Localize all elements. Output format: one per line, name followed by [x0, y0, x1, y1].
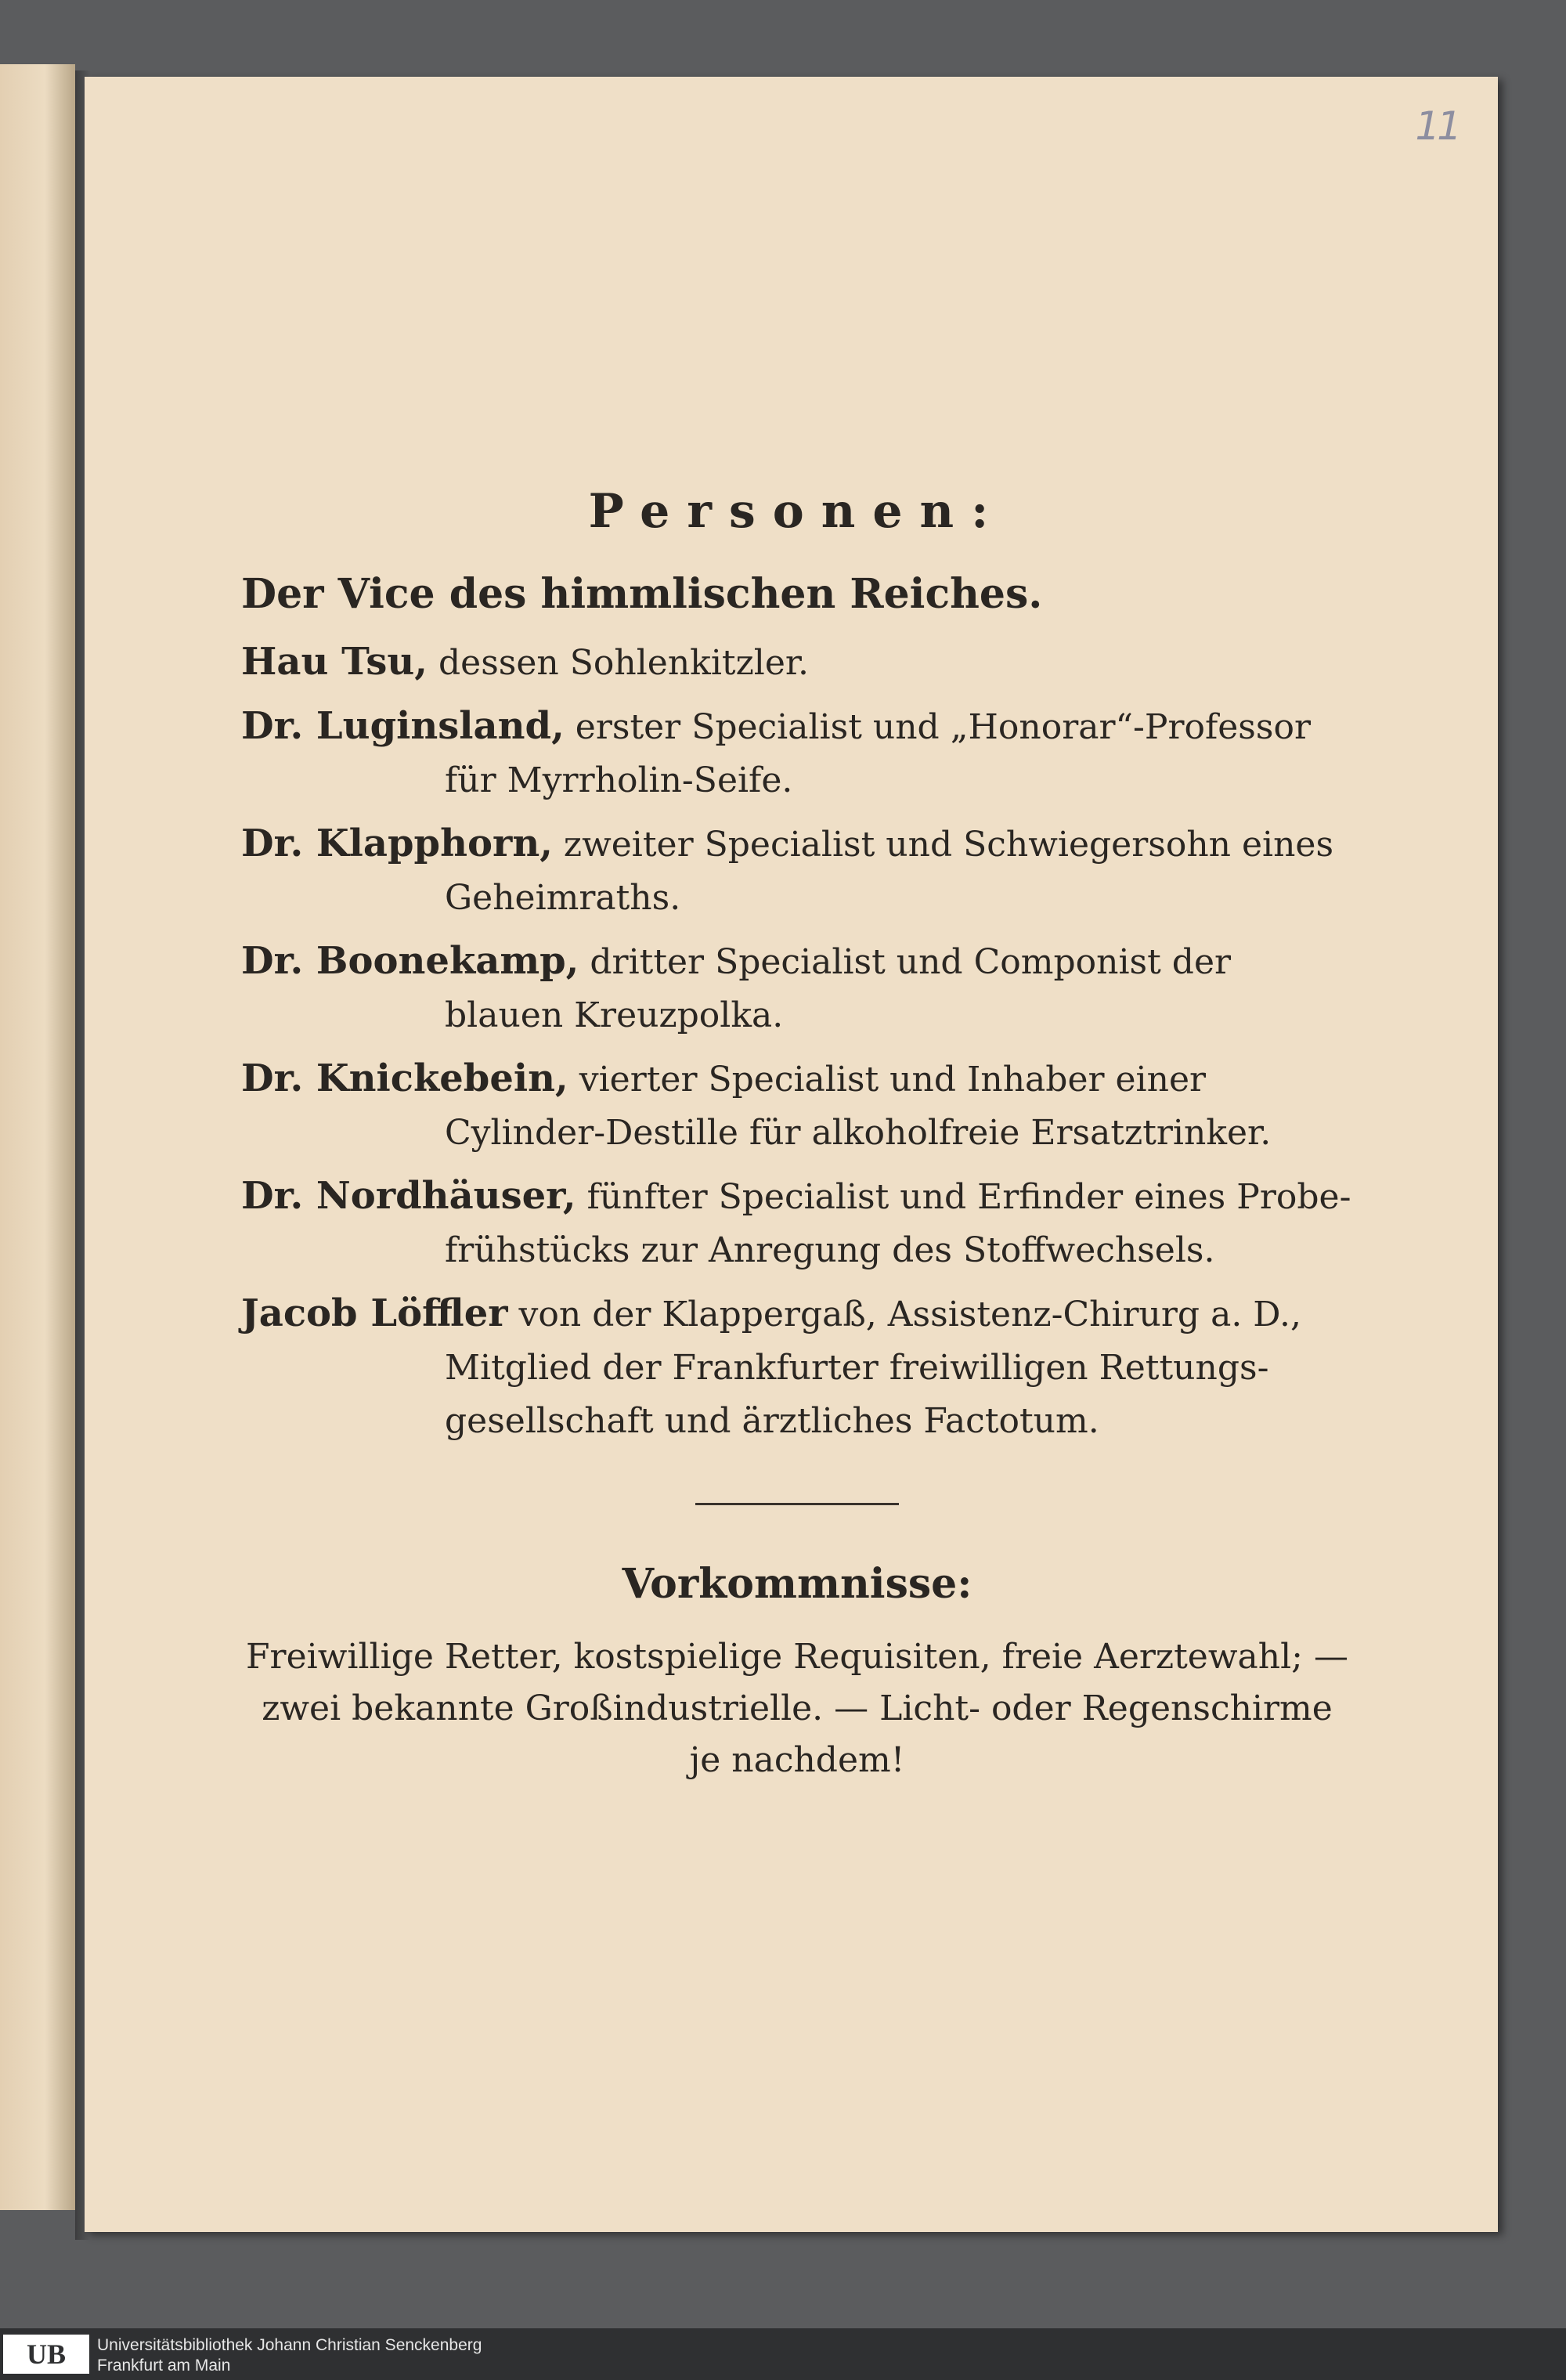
character-name: Hau Tsu, — [241, 640, 428, 684]
character-name: Dr. Luginsland, — [241, 704, 565, 748]
page-folio: 11 — [1415, 103, 1459, 149]
character-description: dessen Sohlenkitzler. — [428, 643, 810, 683]
document-page — [85, 77, 1498, 2232]
character-description: von der Klappergaß, Assistenz-Chirurg a. D., Mitglied der Frankfurter freiwilligen Rettungs-gesellschaft und ärztliches Factotum. — [445, 1295, 1301, 1441]
character-entry — [241, 1287, 1353, 1448]
character-name: Dr. Boonekamp, — [241, 939, 579, 983]
events-text: Freiwillige Retter, kostspielige Requisiten, freie Aerztewahl; — zwei bekannte Großindustrielle. — Licht- oder Regenschirme je nachdem! — [246, 1637, 1348, 1780]
library-footer — [0, 2328, 1566, 2380]
character-name: Dr. Nordhäuser, — [241, 1174, 576, 1218]
lead-character: Der Vice des himmlischen Reiches. — [241, 570, 1043, 618]
character-entry — [241, 1052, 1353, 1160]
character-name: Dr. Knickebein, — [241, 1056, 568, 1100]
character-entry — [241, 635, 1353, 690]
character-description: zweiter Specialist und Schwiegersohn eines Geheimraths. — [445, 825, 1334, 918]
library-name: Universitätsbibliothek Johann Christian Senckenberg — [97, 2336, 482, 2354]
character-name: Jacob Löffler — [241, 1291, 508, 1335]
character-description: dritter Specialist und Componist der blauen Kreuzpolka. — [445, 942, 1232, 1035]
page-title: Personen: — [588, 484, 1006, 539]
character-description: erster Specialist und „Honorar“-Professor für Myrrholin-Seife. — [445, 707, 1311, 800]
character-entry — [241, 817, 1353, 925]
library-logo: UB — [3, 2335, 89, 2374]
section-divider — [695, 1503, 899, 1505]
character-description: vierter Specialist und Inhaber einer Cylinder-Destille für alkoholfreie Ersatztrinker. — [445, 1060, 1272, 1153]
character-entry — [241, 934, 1353, 1042]
events-heading: Vorkommnisse: — [622, 1560, 972, 1608]
library-city: Frankfurt am Main — [97, 2357, 231, 2375]
page-content — [241, 484, 1353, 1786]
character-entry — [241, 699, 1353, 807]
facing-page-edge — [0, 64, 75, 2210]
character-entry — [241, 1169, 1353, 1277]
character-description: fünfter Specialist und Erfinder eines Probe-frühstücks zur Anregung des Stoffwechsels. — [445, 1177, 1351, 1270]
character-name: Dr. Klapphorn, — [241, 822, 553, 865]
